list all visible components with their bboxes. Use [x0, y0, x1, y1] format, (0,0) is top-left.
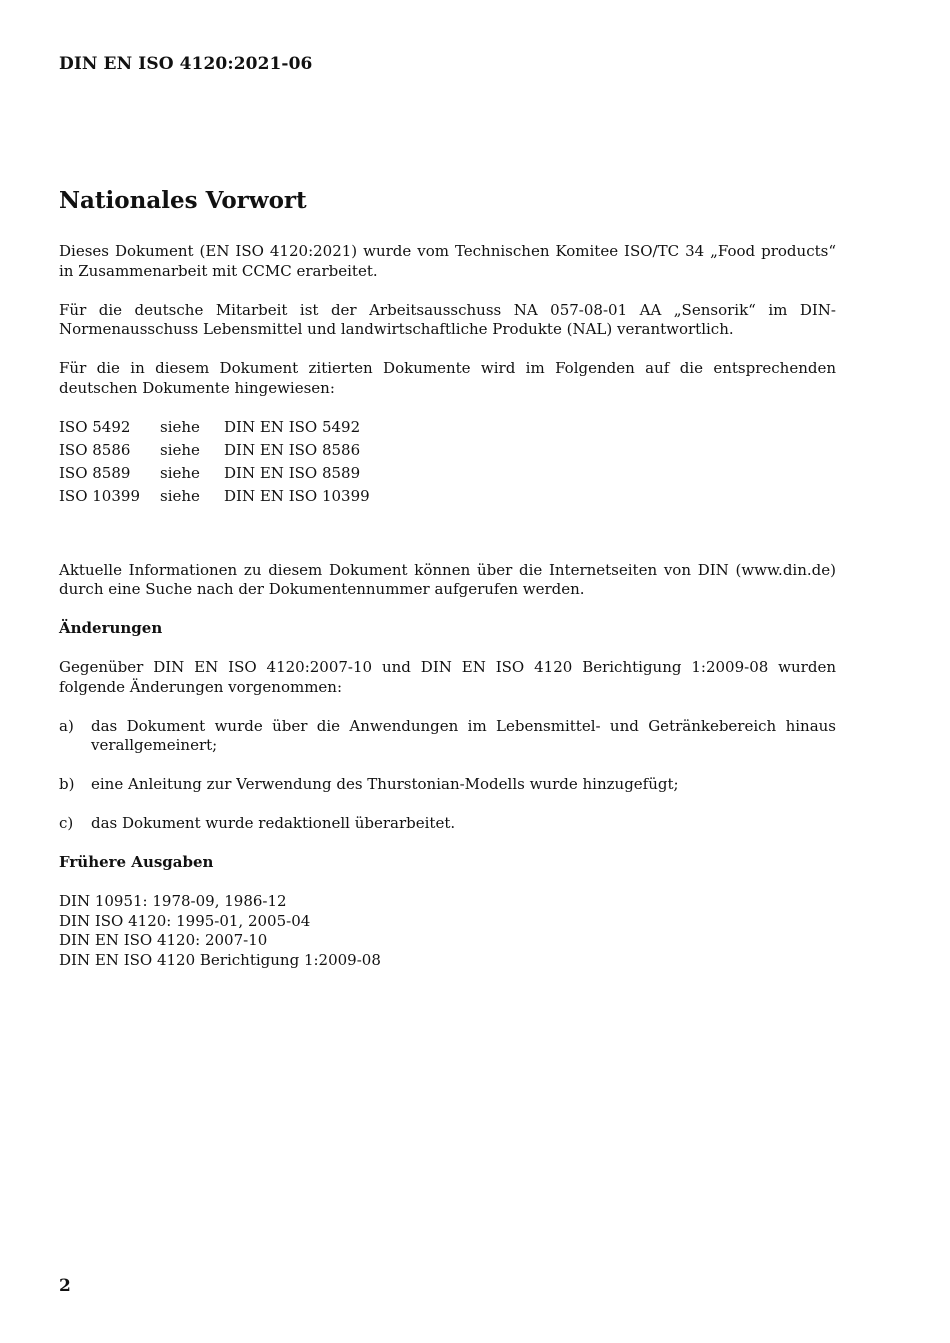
- section-title: Nationales Vorwort: [59, 187, 307, 214]
- changes-intro: Gegenüber DIN EN ISO 4120:2007-10 und DIN EN ISO 4120 Berichtigung 1:2009-08 wurden folgende Änderungen vorgenommen:: [59, 658, 836, 696]
- iso-reference: ISO 5492: [59, 417, 131, 436]
- din-reference: DIN EN ISO 10399: [224, 486, 370, 505]
- see-label: siehe: [160, 486, 200, 505]
- paragraph-references-intro: Für die in diesem Dokument zitierten Dokumente wird im Folgenden auf die entsprechenden deutschen Dokumente hingewiesen:: [59, 359, 836, 397]
- see-label: siehe: [160, 440, 200, 459]
- changes-list: [59, 717, 836, 834]
- iso-reference: ISO 10399: [59, 486, 140, 505]
- earlier-editions-list: [59, 892, 836, 970]
- edition-line: DIN EN ISO 4120 Berichtigung 1:2009-08: [59, 950, 381, 969]
- list-item-text: eine Anleitung zur Verwendung des Thurstonian-Modells wurde hinzugefügt;: [91, 775, 679, 793]
- din-reference: DIN EN ISO 5492: [224, 417, 361, 436]
- iso-reference: ISO 8586: [59, 440, 131, 459]
- list-item-text: das Dokument wurde redaktionell überarbeitet.: [91, 814, 456, 832]
- list-marker: c): [59, 814, 74, 832]
- din-reference: DIN EN ISO 8589: [224, 463, 361, 482]
- edition-line: DIN ISO 4120: 1995-01, 2005-04: [59, 911, 311, 930]
- paragraph-committee: Dieses Dokument (EN ISO 4120:2021) wurde vom Technischen Komitee ISO/TC 34 „Food products“ in Zusammenarbeit mit CCMC erarbeitet.: [59, 242, 836, 280]
- edition-line: DIN 10951: 1978-09, 1986-12: [59, 892, 287, 910]
- list-item: [59, 775, 836, 795]
- page-number: 2: [59, 1276, 71, 1296]
- earlier-editions-heading: Frühere Ausgaben: [59, 853, 214, 871]
- din-reference: DIN EN ISO 8586: [224, 440, 361, 459]
- document-body: [59, 186, 836, 970]
- reference-row: [59, 464, 370, 487]
- see-label: siehe: [160, 463, 200, 482]
- reference-row: [59, 418, 370, 441]
- paragraph-info: Aktuelle Informationen zu diesem Dokument können über die Internetseiten von DIN (www.din.de) durch eine Suche nach der Dokumentennummer aufgerufen werden.: [59, 560, 836, 598]
- list-item: [59, 717, 836, 756]
- paragraph-working-committee: Für die deutsche Mitarbeit ist der Arbeitsausschuss NA 057-08-01 AA „Sensorik“ im DIN-Normenausschuss Lebensmittel und landwirtschaftliche Produkte (NAL) verantwortlich.: [59, 300, 836, 338]
- reference-row: [59, 441, 370, 464]
- list-marker: b): [59, 775, 75, 793]
- list-marker: a): [59, 716, 74, 735]
- see-label: siehe: [160, 417, 200, 436]
- reference-table: [59, 418, 370, 510]
- changes-heading: Änderungen: [59, 619, 163, 637]
- list-item: [59, 814, 836, 834]
- reference-row: [59, 487, 370, 510]
- iso-reference: ISO 8589: [59, 463, 131, 482]
- document-id-header: DIN EN ISO 4120:2021-06: [59, 54, 313, 74]
- list-item-text: das Dokument wurde über die Anwendungen im Lebensmittel- und Getränkebereich hinaus verallgemeinert;: [91, 716, 836, 754]
- edition-line: DIN EN ISO 4120: 2007-10: [59, 931, 268, 949]
